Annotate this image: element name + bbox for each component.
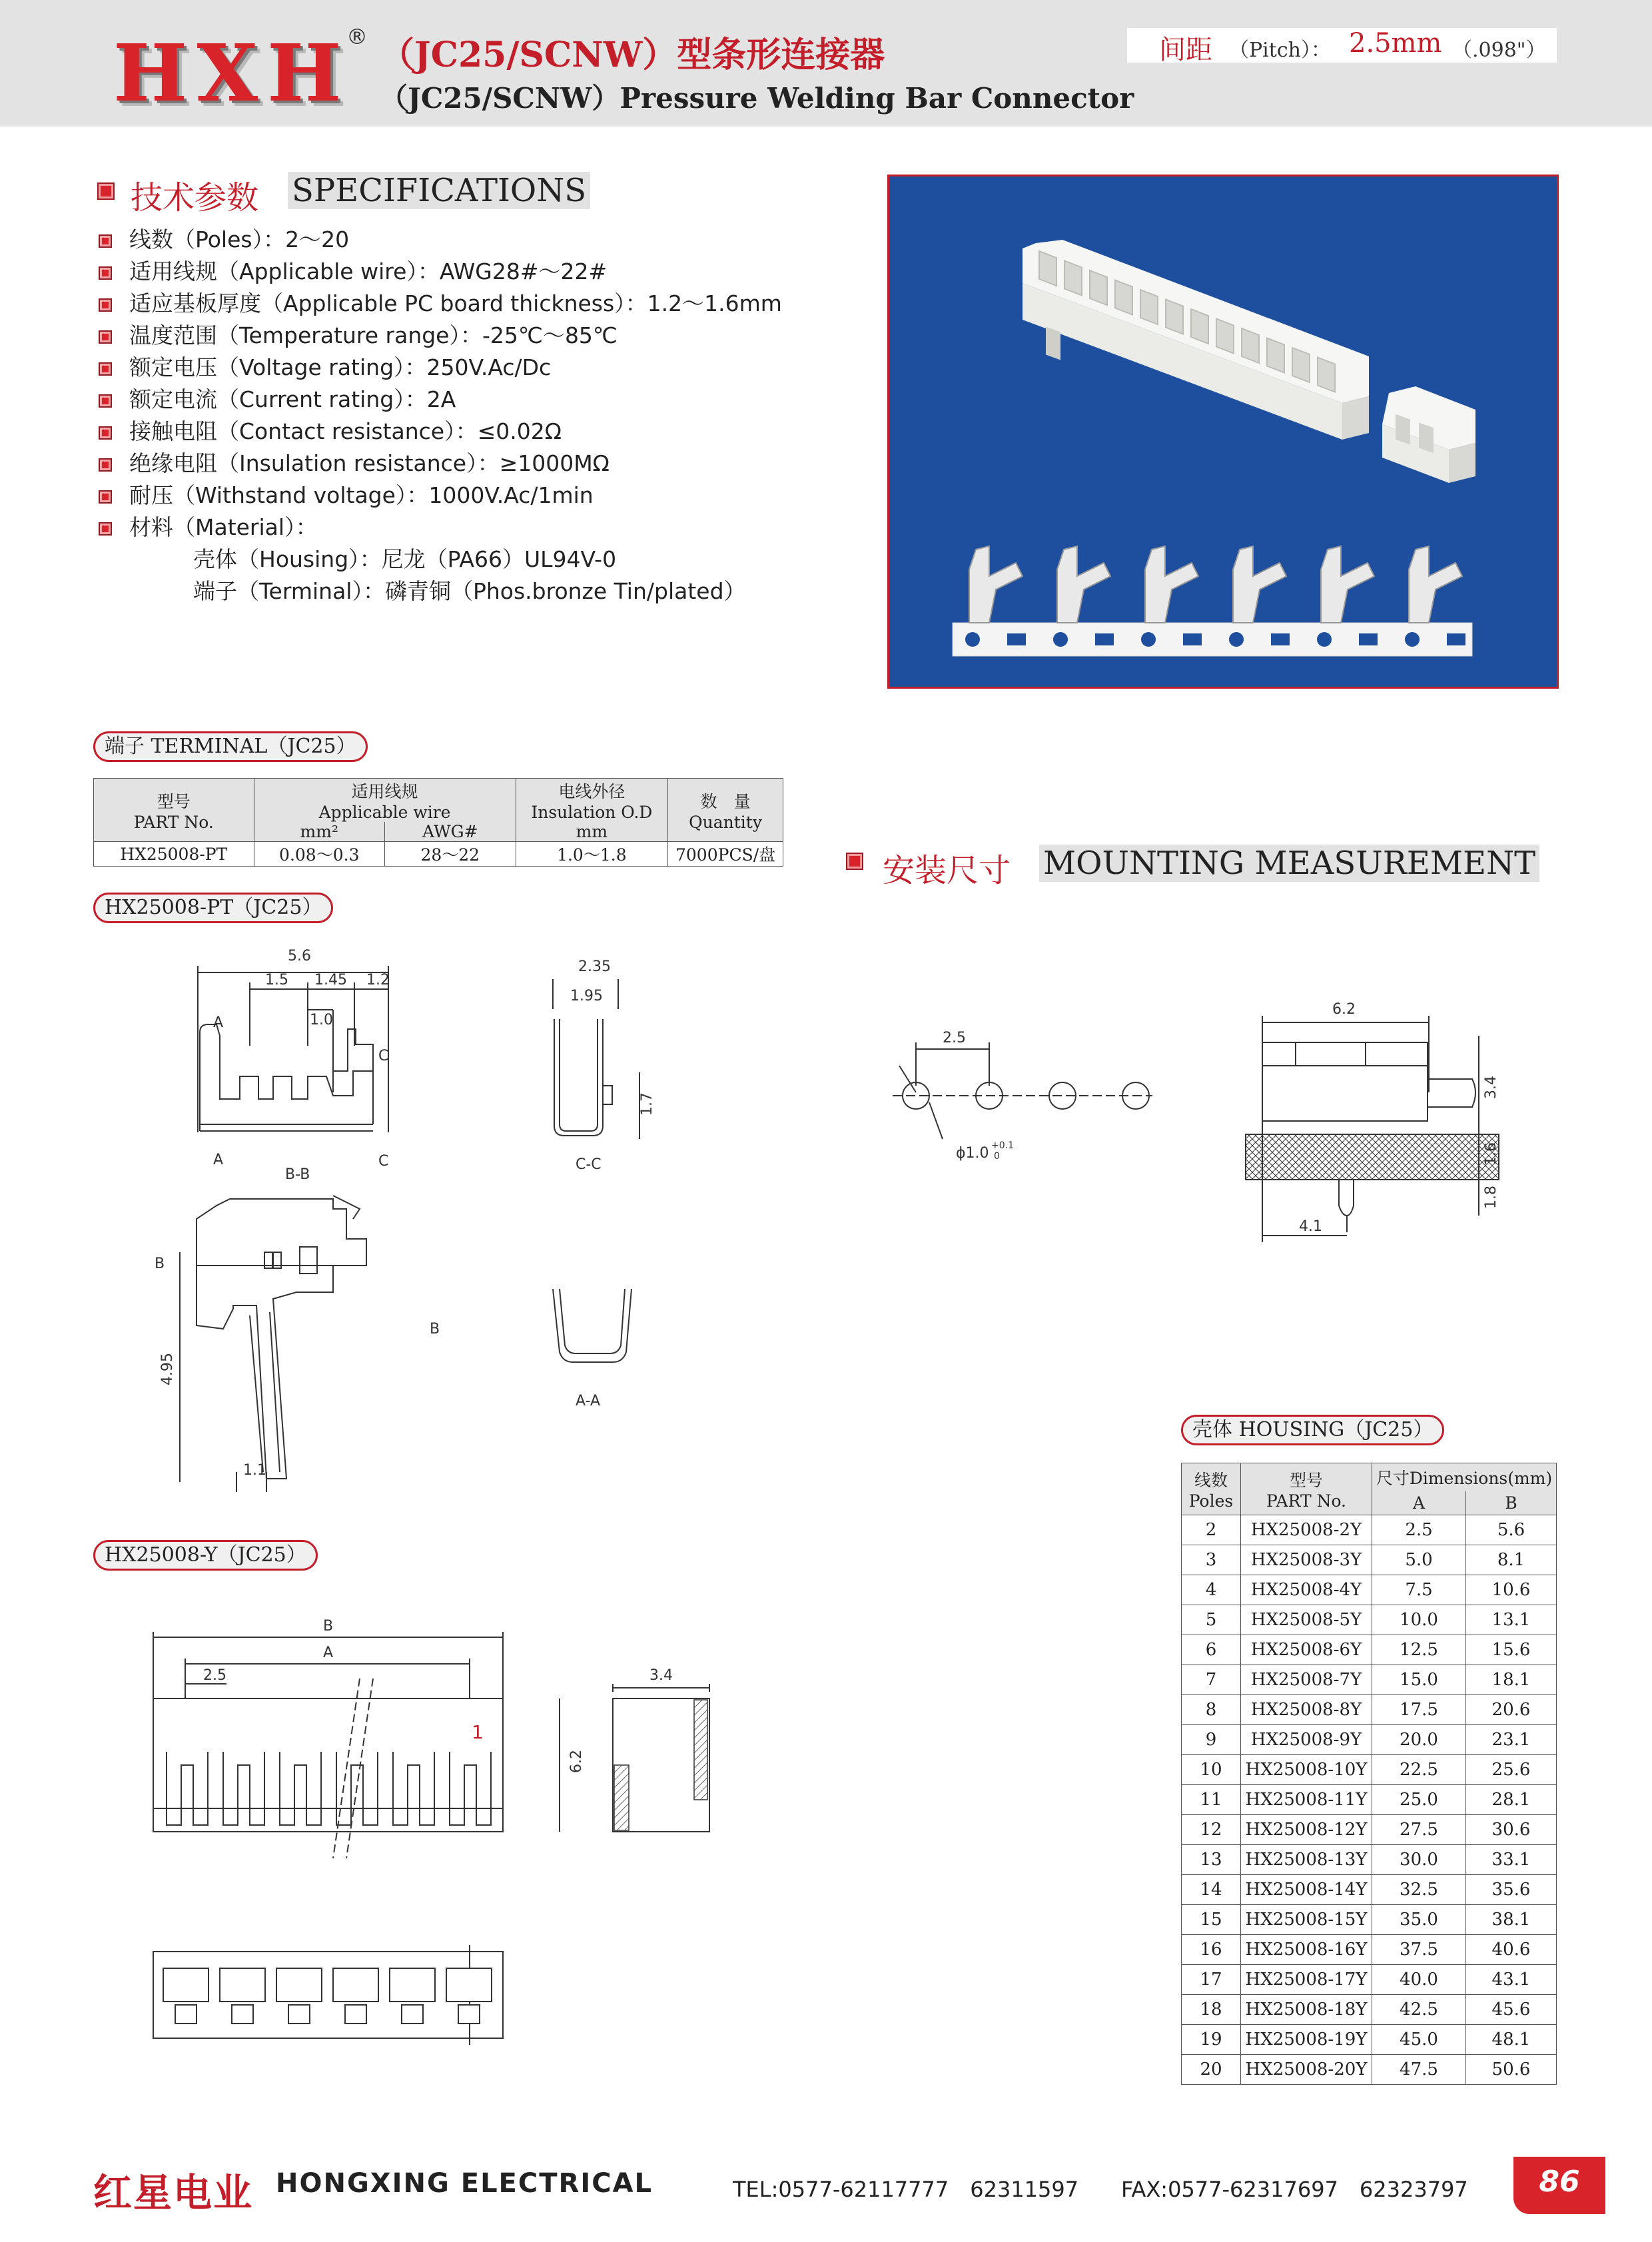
table-row: 13 HX25008-13Y 30.0 33.1 bbox=[1182, 1845, 1557, 1875]
strip-slot bbox=[1007, 633, 1026, 645]
table-row: 18 HX25008-18Y 42.5 45.6 bbox=[1182, 1995, 1557, 2025]
table-row: 12 HX25008-12Y 27.5 30.6 bbox=[1182, 1815, 1557, 1845]
table-row: 11 HX25008-11Y 25.0 28.1 bbox=[1182, 1785, 1557, 1815]
mounting-title-cn: 安装尺寸 bbox=[883, 852, 1011, 889]
slot bbox=[1039, 251, 1056, 286]
spec-material-housing: 壳体（Housing）：尼龙（PA66）UL94V-0 bbox=[193, 546, 617, 572]
strip-hole bbox=[1229, 632, 1244, 647]
svg-text:1.8: 1.8 bbox=[1483, 1186, 1499, 1209]
svg-text:1.95: 1.95 bbox=[570, 988, 603, 1004]
bottom-cell bbox=[446, 1968, 492, 2002]
col-b: B bbox=[1466, 1491, 1557, 1515]
strip-hole bbox=[1405, 632, 1420, 647]
svg-text:ϕ1.0: ϕ1.0 bbox=[956, 1145, 989, 1162]
title-chinese: （JC25/SCNW）型条形连接器 bbox=[380, 35, 885, 75]
table-row: 3 HX25008-3Y 5.0 8.1 bbox=[1182, 1545, 1557, 1575]
col-wire: 适用线规 Applicable wire bbox=[254, 779, 516, 823]
bottom-cell bbox=[220, 1968, 265, 2002]
svg-text:4.95: 4.95 bbox=[159, 1353, 176, 1385]
y-drawing-pill: HX25008-Y（JC25） bbox=[93, 1540, 318, 1571]
terminal-drawing bbox=[133, 946, 679, 1492]
table-row: 6 HX25008-6Y 12.5 15.6 bbox=[1182, 1635, 1557, 1665]
housing-table bbox=[1181, 1463, 1557, 2085]
strip-hole bbox=[965, 632, 980, 647]
spec-material-terminal: 端子（Terminal）：磷青铜（Phos.bronze Tin/plated） bbox=[193, 578, 746, 604]
strip-hole bbox=[1141, 632, 1156, 647]
comb-tooth bbox=[280, 1752, 321, 1825]
title-english: （JC25/SCNW）Pressure Welding Bar Connector bbox=[380, 82, 1134, 115]
strip-hole bbox=[1053, 632, 1068, 647]
brand-logo: HXH bbox=[113, 27, 351, 119]
svg-text:3.4: 3.4 bbox=[649, 1667, 673, 1684]
bottom-cell bbox=[163, 1968, 208, 2002]
slot bbox=[1292, 348, 1310, 382]
housing-small-image bbox=[1382, 386, 1475, 483]
svg-text:4.1: 4.1 bbox=[1299, 1218, 1322, 1235]
col-mm2: mm² bbox=[254, 822, 384, 842]
spec-row: 额定电流（Current rating）：2A bbox=[99, 384, 456, 416]
section-bullet-icon bbox=[846, 853, 863, 870]
terminal-pin bbox=[969, 546, 1023, 623]
svg-text:1: 1 bbox=[472, 1721, 484, 1743]
bullet-icon bbox=[99, 426, 112, 440]
housing-drawing bbox=[133, 1605, 786, 2045]
svg-text:C: C bbox=[378, 1048, 389, 1064]
bottom-cell bbox=[390, 1968, 435, 2002]
footer-fax: FAX:0577-62317697 62323797 bbox=[1121, 2177, 1468, 2202]
svg-text:1.5: 1.5 bbox=[265, 972, 288, 988]
pitch-value: 2.5mm bbox=[1349, 28, 1442, 59]
bullet-icon bbox=[99, 298, 112, 312]
strip-slot bbox=[1183, 633, 1202, 645]
bullet-icon bbox=[99, 394, 112, 408]
col-poles: 线数 Poles bbox=[1182, 1463, 1241, 1515]
slot bbox=[1166, 300, 1183, 334]
spec-row: 材料（Material）： bbox=[99, 512, 318, 544]
strip-slot bbox=[1447, 633, 1465, 645]
pitch-label-cn: 间距 bbox=[1159, 35, 1212, 65]
bottom-cell-pin bbox=[175, 2005, 197, 2024]
footer-company-en: HONGXING ELECTRICAL bbox=[276, 2168, 653, 2199]
terminal-pin bbox=[1057, 546, 1110, 623]
col-awg: AWG# bbox=[385, 822, 516, 842]
col-part: 型号 PART No. bbox=[1241, 1463, 1372, 1515]
terminal-pin bbox=[1409, 546, 1462, 623]
spec-row: 线数（Poles）：2～20 bbox=[99, 224, 349, 256]
table-row: 7 HX25008-7Y 15.0 18.1 bbox=[1182, 1665, 1557, 1695]
svg-text:1.0: 1.0 bbox=[310, 1012, 333, 1028]
table-row: 16 HX25008-16Y 37.5 40.6 bbox=[1182, 1935, 1557, 1965]
slot bbox=[1115, 280, 1132, 315]
table-row: 19 HX25008-19Y 45.0 48.1 bbox=[1182, 2025, 1557, 2055]
svg-text:B: B bbox=[155, 1256, 165, 1272]
bottom-cell bbox=[333, 1968, 378, 2002]
comb-tooth bbox=[167, 1752, 208, 1825]
bullet-icon bbox=[99, 522, 112, 536]
specs-title-cn: 技术参数 bbox=[131, 179, 259, 216]
slot bbox=[1242, 328, 1259, 363]
terminal-pin bbox=[1145, 546, 1198, 623]
table-row: 8 HX25008-8Y 17.5 20.6 bbox=[1182, 1695, 1557, 1725]
mounting-drawing bbox=[873, 986, 1579, 1252]
svg-text:C-C: C-C bbox=[576, 1156, 602, 1173]
strip-slot bbox=[1271, 633, 1290, 645]
spec-row: 适应基板厚度（Applicable PC board thickness）：1.2～1.6mm bbox=[99, 288, 782, 320]
terminal-pin bbox=[1233, 546, 1286, 623]
slot bbox=[1140, 290, 1158, 324]
slot bbox=[1090, 270, 1107, 305]
svg-text:A: A bbox=[213, 1152, 224, 1168]
bullet-icon bbox=[99, 330, 112, 344]
svg-text:+0.1: +0.1 bbox=[991, 1140, 1014, 1151]
svg-text:0: 0 bbox=[994, 1151, 1000, 1162]
page-number: 86 bbox=[1539, 2165, 1580, 2199]
col-dims: 尺寸Dimensions(mm) bbox=[1372, 1463, 1557, 1491]
terminal-strip-image bbox=[953, 546, 1472, 656]
bullet-icon bbox=[99, 266, 112, 280]
product-photo bbox=[887, 175, 1559, 689]
terminal-table bbox=[93, 778, 783, 867]
specs-title-en: SPECIFICATIONS bbox=[288, 172, 590, 209]
table-row: 2 HX25008-2Y 2.5 5.6 bbox=[1182, 1515, 1557, 1545]
table-row: HX25008-PT 0.08～0.3 28～22 1.0～1.8 7000PCS/盘 bbox=[94, 842, 783, 867]
table-row: 9 HX25008-9Y 20.0 23.1 bbox=[1182, 1725, 1557, 1755]
slot bbox=[1216, 319, 1234, 354]
registered-mark: ® bbox=[346, 24, 368, 49]
spec-row: 温度范围（Temperature range）：-25℃～85℃ bbox=[99, 320, 618, 352]
col-mm: mm bbox=[516, 822, 668, 842]
svg-text:5.6: 5.6 bbox=[288, 948, 311, 964]
svg-text:6.2: 6.2 bbox=[568, 1750, 585, 1773]
footer-company-cn: 红星电业 bbox=[93, 2170, 254, 2215]
comb-tooth bbox=[450, 1752, 491, 1825]
spec-row: 绝缘电阻（Insulation resistance）：≥1000MΩ bbox=[99, 448, 610, 480]
strip-slot bbox=[1095, 633, 1114, 645]
svg-text:1.2: 1.2 bbox=[366, 972, 390, 988]
svg-text:2.35: 2.35 bbox=[578, 958, 611, 975]
bottom-cell bbox=[276, 1968, 322, 2002]
svg-text:C: C bbox=[378, 1153, 389, 1170]
svg-text:1.1: 1.1 bbox=[243, 1462, 266, 1479]
svg-text:3.4: 3.4 bbox=[1483, 1076, 1499, 1099]
pitch-label-en: （Pitch）： bbox=[1229, 39, 1331, 62]
pitch-inch: （.098"） bbox=[1452, 39, 1546, 62]
bullet-icon bbox=[99, 362, 112, 376]
svg-text:2.5: 2.5 bbox=[943, 1030, 966, 1046]
pt-drawing-pill: HX25008-PT（JC25） bbox=[93, 893, 333, 923]
bullet-icon bbox=[99, 234, 112, 248]
col-a: A bbox=[1372, 1491, 1466, 1515]
terminal-pill: 端子 TERMINAL（JC25） bbox=[93, 731, 368, 762]
mounting-title-en: MOUNTING MEASUREMENT bbox=[1039, 845, 1539, 882]
slot bbox=[1064, 261, 1082, 296]
comb-tooth bbox=[393, 1752, 434, 1825]
svg-text:1.6: 1.6 bbox=[1483, 1142, 1499, 1166]
bottom-cell-pin bbox=[288, 2005, 310, 2024]
svg-text:A: A bbox=[323, 1645, 334, 1661]
terminal-pin bbox=[1321, 546, 1374, 623]
col-part: 型号 PART No. bbox=[94, 779, 254, 842]
svg-text:1.7: 1.7 bbox=[639, 1092, 655, 1116]
comb-tooth bbox=[223, 1752, 264, 1825]
table-row: 14 HX25008-14Y 32.5 35.6 bbox=[1182, 1875, 1557, 1905]
svg-text:A-A: A-A bbox=[576, 1393, 601, 1409]
table-row: 15 HX25008-15Y 35.0 38.1 bbox=[1182, 1905, 1557, 1935]
bottom-cell-pin bbox=[232, 2005, 253, 2024]
spec-row: 接触电阻（Contact resistance）：≤0.02Ω bbox=[99, 416, 562, 448]
bottom-cell-pin bbox=[345, 2005, 366, 2024]
svg-text:6.2: 6.2 bbox=[1332, 1001, 1356, 1018]
spec-row: 适用线规（Applicable wire）：AWG28#～22# bbox=[99, 256, 607, 288]
svg-text:B: B bbox=[430, 1321, 440, 1337]
table-row: 4 HX25008-4Y 7.5 10.6 bbox=[1182, 1575, 1557, 1605]
housing-pill: 壳体 HOUSING（JC25） bbox=[1181, 1415, 1444, 1445]
svg-text:A: A bbox=[213, 1014, 224, 1031]
spec-row: 耐压（Withstand voltage）：1000V.Ac/1min bbox=[99, 480, 594, 512]
strip-slot bbox=[1359, 633, 1378, 645]
svg-text:1.45: 1.45 bbox=[314, 972, 347, 988]
table-row: 17 HX25008-17Y 40.0 43.1 bbox=[1182, 1965, 1557, 1995]
slot bbox=[1191, 309, 1208, 344]
table-row: 5 HX25008-5Y 10.0 13.1 bbox=[1182, 1605, 1557, 1635]
slot bbox=[1318, 358, 1335, 392]
col-od: 电线外径 Insulation O.D bbox=[516, 779, 668, 823]
bottom-cell-pin bbox=[458, 2005, 480, 2024]
footer-tel: TEL:0577-62117777 62311597 bbox=[733, 2177, 1079, 2202]
table-row: 10 HX25008-10Y 22.5 25.6 bbox=[1182, 1755, 1557, 1785]
strip-hole bbox=[1317, 632, 1332, 647]
section-bullet-icon bbox=[97, 183, 115, 200]
svg-text:B-B: B-B bbox=[285, 1166, 310, 1183]
svg-text:B: B bbox=[323, 1618, 334, 1635]
bullet-icon bbox=[99, 490, 112, 504]
svg-text:2.5: 2.5 bbox=[203, 1667, 226, 1684]
bullet-icon bbox=[99, 458, 112, 472]
bottom-cell-pin bbox=[402, 2005, 423, 2024]
table-row: 20 HX25008-20Y 47.5 50.6 bbox=[1182, 2055, 1557, 2085]
slot bbox=[1267, 338, 1284, 373]
col-qty: 数 量 Quantity bbox=[668, 779, 783, 842]
spec-row: 额定电压（Voltage rating）：250V.Ac/Dc bbox=[99, 352, 551, 384]
